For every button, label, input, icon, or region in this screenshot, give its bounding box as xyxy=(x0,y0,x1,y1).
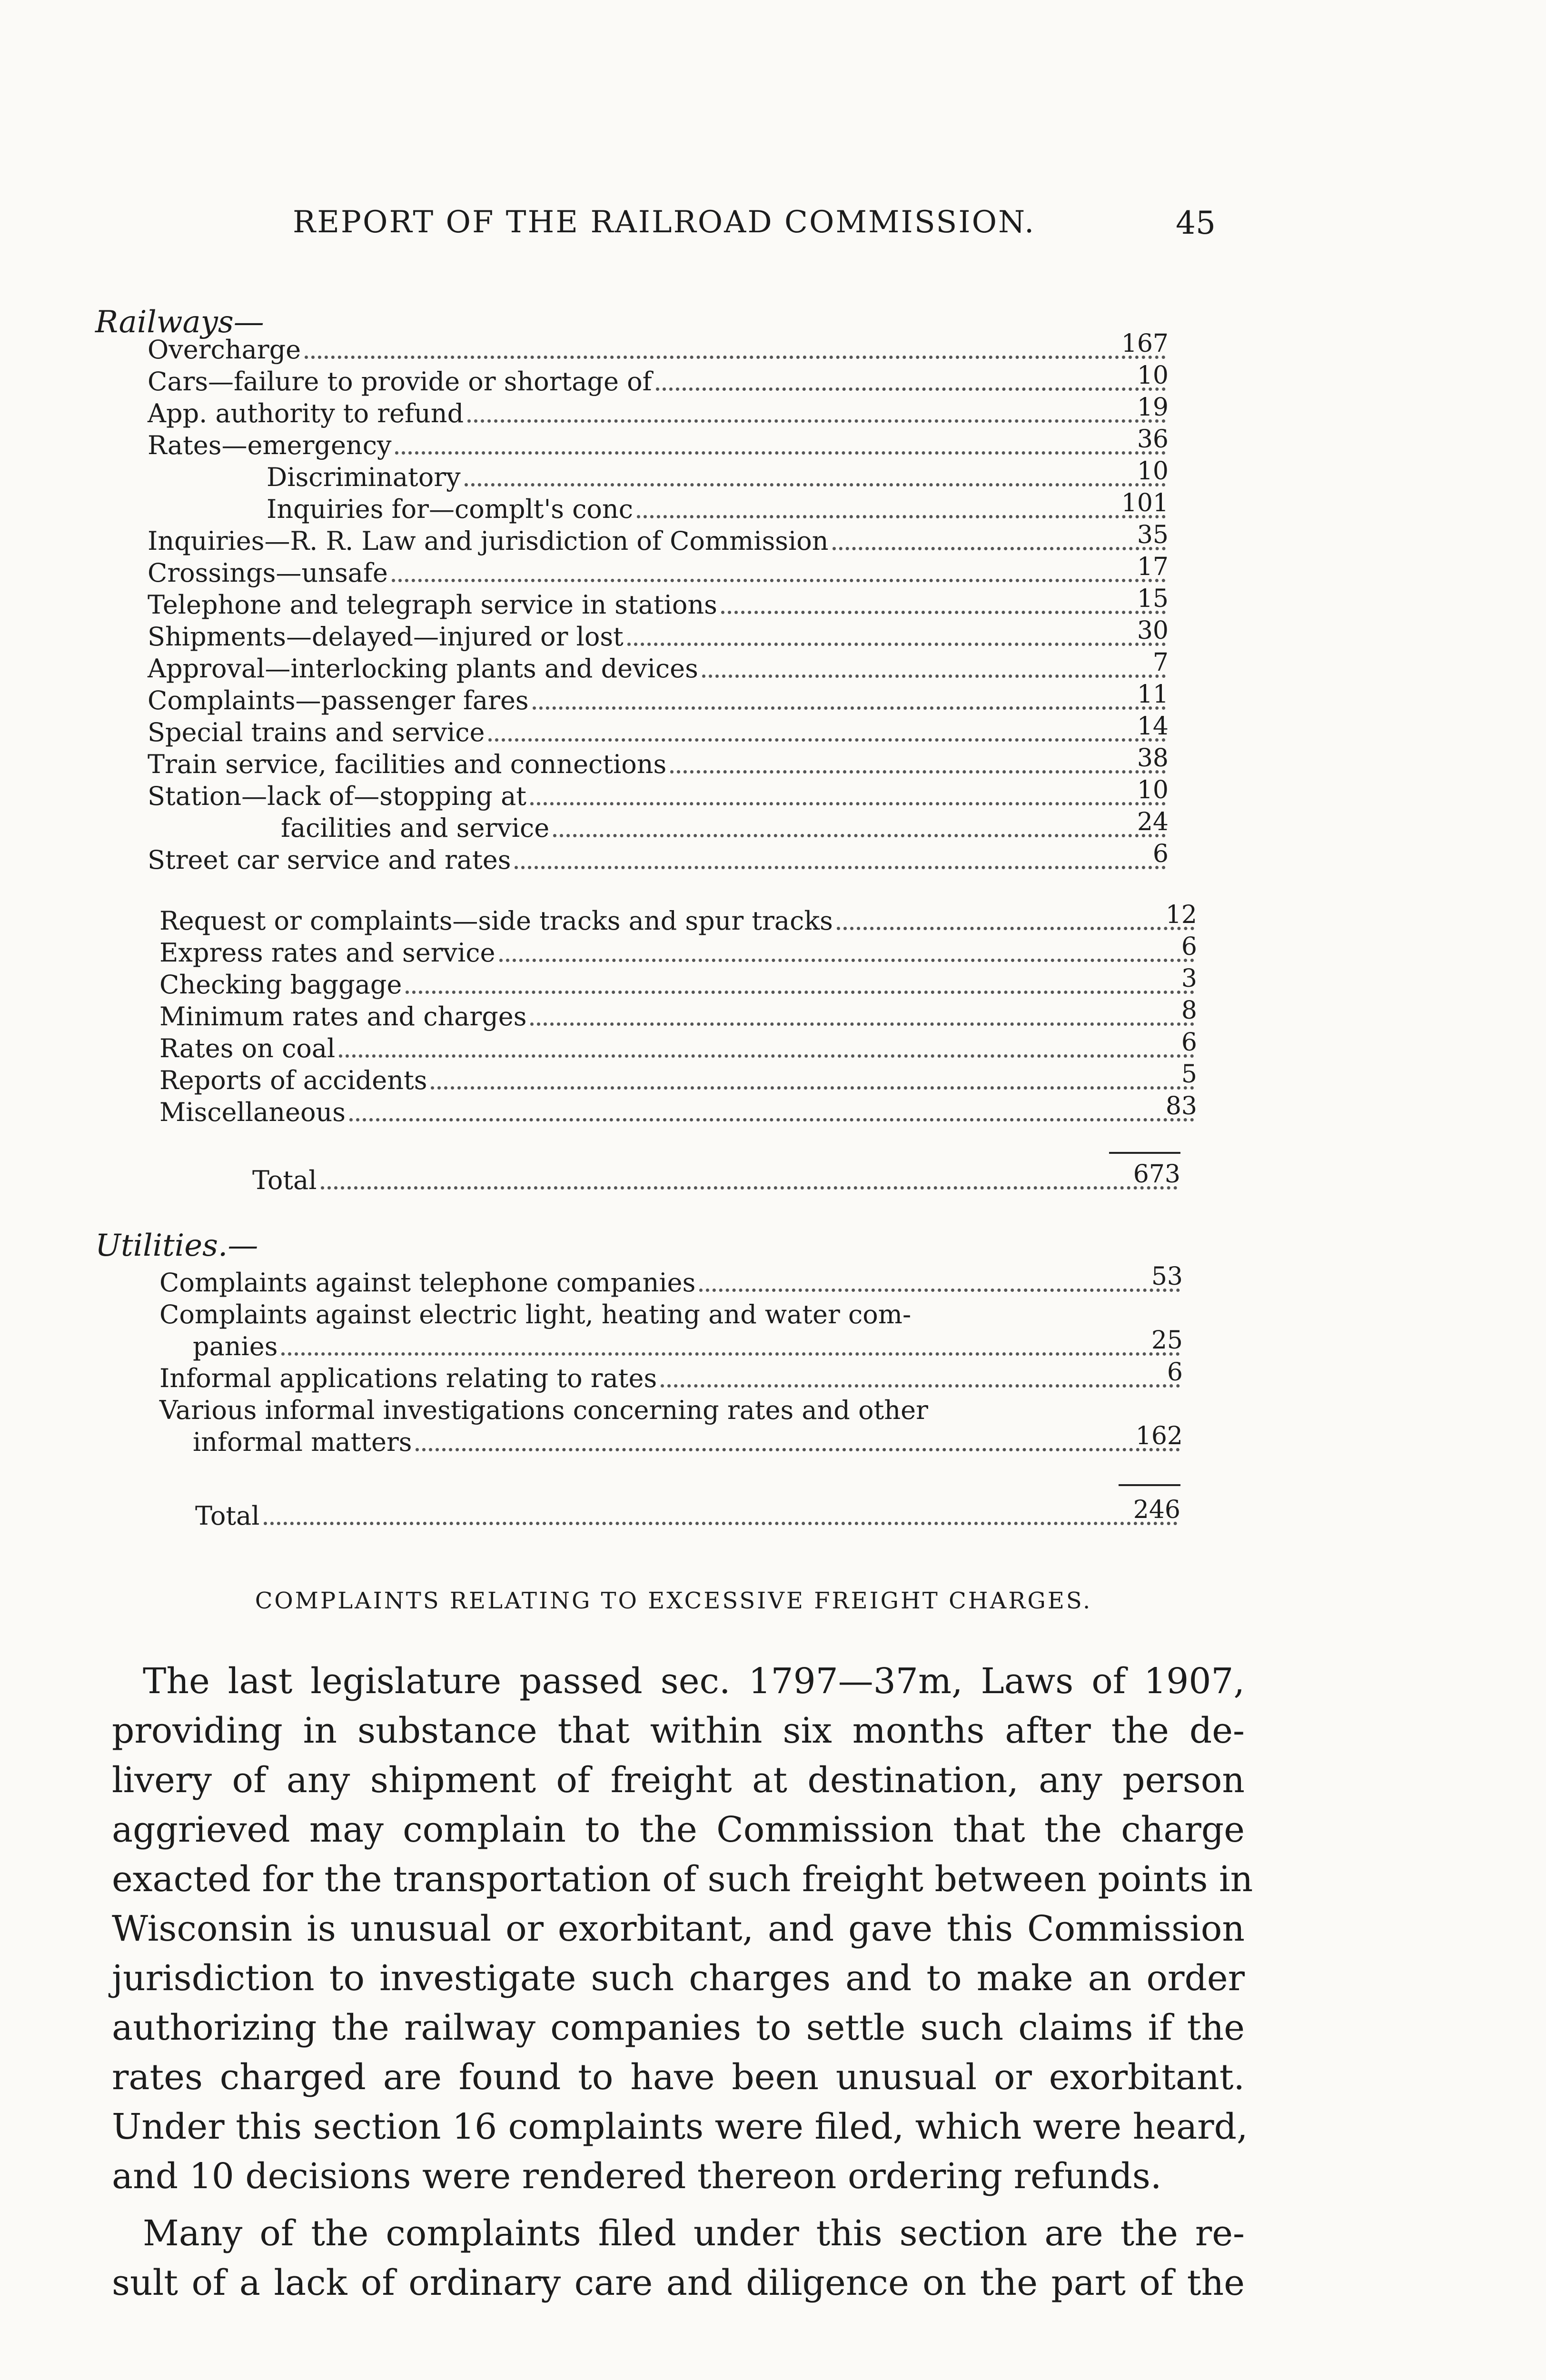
table-row xyxy=(148,616,1169,652)
total-row xyxy=(252,1160,1180,1195)
leader-dots xyxy=(637,508,1166,518)
table-row xyxy=(148,425,1169,460)
table-row xyxy=(159,1092,1197,1127)
row-label: Complaints against telephone companies xyxy=(159,1268,696,1298)
total-rule xyxy=(1109,1152,1180,1154)
row-label: Miscellaneous xyxy=(159,1097,346,1127)
row-value: 6 xyxy=(1181,932,1197,961)
leader-dots xyxy=(627,636,1166,646)
table-row xyxy=(159,1358,1183,1393)
text-line: exacted for the transportation of such freight between points in xyxy=(112,1859,1253,1900)
row-label: Station—lack of—stopping at xyxy=(148,781,526,811)
text-line: jurisdiction to investigate such charges and to make an order xyxy=(112,1958,1245,1999)
row-label: Street car service and rates xyxy=(148,845,511,875)
row-value: 6 xyxy=(1181,1028,1197,1057)
row-label: Train service, facilities and connections xyxy=(148,749,667,779)
leader-dots xyxy=(321,1180,1178,1190)
row-label: Reports of accidents xyxy=(159,1065,427,1095)
row-label: Complaints against electric light, heating and water com- xyxy=(159,1299,912,1329)
text-line: Many of the complaints filed under this section are the re- xyxy=(143,2213,1245,2254)
table-row xyxy=(267,489,1169,524)
leader-space xyxy=(915,1317,1180,1324)
leader-dots xyxy=(406,984,1194,994)
text-line: livery of any shipment of freight at destination, any person xyxy=(112,1760,1245,1801)
table-row xyxy=(159,1394,1183,1425)
leader-dots xyxy=(661,1378,1180,1388)
table-row xyxy=(193,1422,1183,1457)
total-label: Total xyxy=(195,1501,260,1531)
total-label: Total xyxy=(252,1165,317,1195)
row-label: Rates on coal xyxy=(159,1033,336,1063)
leader-dots xyxy=(392,572,1166,582)
leader-dots xyxy=(702,668,1166,678)
leader-dots xyxy=(533,700,1166,710)
row-value: 17 xyxy=(1137,553,1169,581)
row-label: Cars—failure to provide or shortage of xyxy=(148,367,652,397)
row-value: 10 xyxy=(1137,776,1169,804)
leader-dots xyxy=(530,795,1166,805)
row-value: 6 xyxy=(1167,1358,1183,1387)
text-line: providing in substance that within six months after the de- xyxy=(112,1710,1245,1751)
leader-dots xyxy=(721,604,1166,614)
row-label: Crossings—unsafe xyxy=(148,558,388,588)
row-value: 11 xyxy=(1137,680,1169,709)
row-value: 14 xyxy=(1137,712,1169,741)
utilities-table xyxy=(159,1262,1183,1476)
row-value: 6 xyxy=(1152,840,1169,868)
row-value: 8 xyxy=(1181,996,1197,1025)
table-row xyxy=(148,840,1169,875)
text-line: and 10 decisions were rendered thereon ordering refunds. xyxy=(112,2156,1162,2197)
table-row xyxy=(148,585,1169,620)
leader-dots xyxy=(305,349,1166,359)
row-label: Complaints—passenger fares xyxy=(148,685,529,715)
row-label: Rates—emergency xyxy=(148,430,392,460)
table-row xyxy=(148,776,1169,811)
leader-dots xyxy=(499,952,1194,962)
running-title: REPORT OF THE RAILROAD COMMISSION. xyxy=(293,205,1036,240)
table-row xyxy=(159,901,1197,936)
row-value: 5 xyxy=(1181,1060,1197,1089)
leader-space xyxy=(932,1413,1180,1419)
row-value: 7 xyxy=(1152,648,1169,677)
leader-dots xyxy=(465,476,1166,486)
row-value: 19 xyxy=(1137,393,1169,422)
page-number: 45 xyxy=(1176,205,1216,241)
table-row xyxy=(267,457,1169,492)
row-label: Discriminatory xyxy=(267,462,461,492)
row-label: Inquiries for—complt's conc xyxy=(267,494,633,524)
row-label: Shipments—delayed—injured or lost xyxy=(148,622,624,652)
table-row xyxy=(159,1028,1197,1063)
leader-dots xyxy=(515,859,1166,869)
row-value: 24 xyxy=(1137,808,1169,836)
paragraph-2 xyxy=(112,2209,1245,2308)
total-value: 673 xyxy=(1133,1160,1180,1189)
row-label: Express rates and service xyxy=(159,938,496,968)
row-label: informal matters xyxy=(193,1427,412,1457)
text-line: sult of a lack of ordinary care and diligence on the part of the xyxy=(112,2262,1245,2303)
row-label: panies xyxy=(193,1331,278,1361)
table-row xyxy=(148,648,1169,684)
table-row xyxy=(148,553,1169,588)
row-value: 101 xyxy=(1121,489,1169,517)
table-row xyxy=(159,932,1197,968)
leader-dots xyxy=(832,540,1166,550)
table-row xyxy=(148,744,1169,779)
text-line: authorizing the railway companies to settle such claims if the xyxy=(112,2007,1245,2048)
leader-dots xyxy=(416,1441,1180,1451)
table-row xyxy=(148,393,1169,428)
total-rule xyxy=(1119,1484,1180,1486)
text-line: Wisconsin is unusual or exorbitant, and gave this Commission xyxy=(112,1908,1245,1949)
table-row xyxy=(148,521,1169,556)
table-row xyxy=(148,712,1169,747)
row-value: 10 xyxy=(1137,457,1169,486)
utilities-heading: Utilities.— xyxy=(95,1228,258,1263)
row-value: 10 xyxy=(1137,361,1169,390)
row-label: Various informal investigations concerning rates and other xyxy=(159,1395,928,1425)
leader-dots xyxy=(264,1515,1178,1525)
railways-total xyxy=(252,1160,1180,1197)
utilities-total xyxy=(195,1496,1180,1533)
total-row xyxy=(195,1496,1180,1531)
leader-dots xyxy=(553,827,1166,837)
row-label: Overcharge xyxy=(148,335,301,365)
table-row xyxy=(159,996,1197,1031)
paragraph-1 xyxy=(112,1656,1253,2201)
row-value: 162 xyxy=(1135,1422,1183,1450)
total-value: 246 xyxy=(1133,1496,1180,1524)
leader-dots xyxy=(467,413,1166,423)
leader-dots xyxy=(699,1282,1180,1292)
text-line: Under this section 16 complaints were filed, which were heard, xyxy=(112,2106,1248,2147)
row-value: 25 xyxy=(1151,1326,1183,1355)
row-value: 35 xyxy=(1137,521,1169,549)
row-label: Minimum rates and charges xyxy=(159,1002,527,1031)
table-row xyxy=(193,1326,1183,1361)
row-value: 83 xyxy=(1165,1092,1197,1121)
row-label: Approval—interlocking plants and devices xyxy=(148,654,698,684)
row-label: facilities and service xyxy=(281,813,550,843)
row-value: 167 xyxy=(1121,329,1169,358)
table-row xyxy=(159,1262,1183,1298)
leader-dots xyxy=(349,1111,1194,1121)
leader-dots xyxy=(530,1016,1194,1026)
leader-dots xyxy=(281,1346,1180,1356)
row-value: 53 xyxy=(1151,1262,1183,1291)
row-value: 30 xyxy=(1137,616,1169,645)
table-row xyxy=(281,808,1169,843)
leader-dots xyxy=(656,381,1166,391)
row-value: 36 xyxy=(1137,425,1169,454)
row-label: Informal applications relating to rates xyxy=(159,1363,657,1393)
table-row xyxy=(159,1060,1197,1095)
leader-dots xyxy=(670,764,1166,774)
row-value: 12 xyxy=(1165,901,1197,929)
text-line: rates charged are found to have been unusual or exorbitant. xyxy=(112,2057,1245,2098)
row-label: App. authority to refund xyxy=(148,398,464,428)
railways-table xyxy=(148,329,1197,1190)
row-label: Request or complaints—side tracks and spur tracks xyxy=(159,906,833,936)
row-label: Special trains and service xyxy=(148,717,485,747)
leader-dots xyxy=(431,1080,1194,1090)
row-value: 38 xyxy=(1137,744,1169,773)
leader-dots xyxy=(488,732,1166,742)
text-line: aggrieved may complain to the Commission that the charge xyxy=(112,1809,1245,1850)
row-label: Inquiries—R. R. Law and jurisdiction of Commission xyxy=(148,526,829,556)
table-row xyxy=(148,361,1169,397)
page-header xyxy=(0,205,1546,243)
table-row xyxy=(159,964,1197,1000)
text-line: The last legislature passed sec. 1797—37m, Laws of 1907, xyxy=(143,1661,1245,1702)
row-label: Checking baggage xyxy=(159,970,402,1000)
table-row xyxy=(148,680,1169,715)
table-row xyxy=(159,1298,1183,1329)
section-heading: COMPLAINTS RELATING TO EXCESSIVE FREIGHT CHARGES. xyxy=(255,1587,1092,1614)
leader-dots xyxy=(837,920,1194,930)
leader-dots xyxy=(395,445,1166,455)
table-row xyxy=(148,329,1169,365)
railways-heading: Railways— xyxy=(95,305,264,340)
row-value: 3 xyxy=(1181,964,1197,993)
row-label: Telephone and telegraph service in stations xyxy=(148,590,717,620)
leader-dots xyxy=(339,1048,1194,1058)
row-value: 15 xyxy=(1137,585,1169,613)
